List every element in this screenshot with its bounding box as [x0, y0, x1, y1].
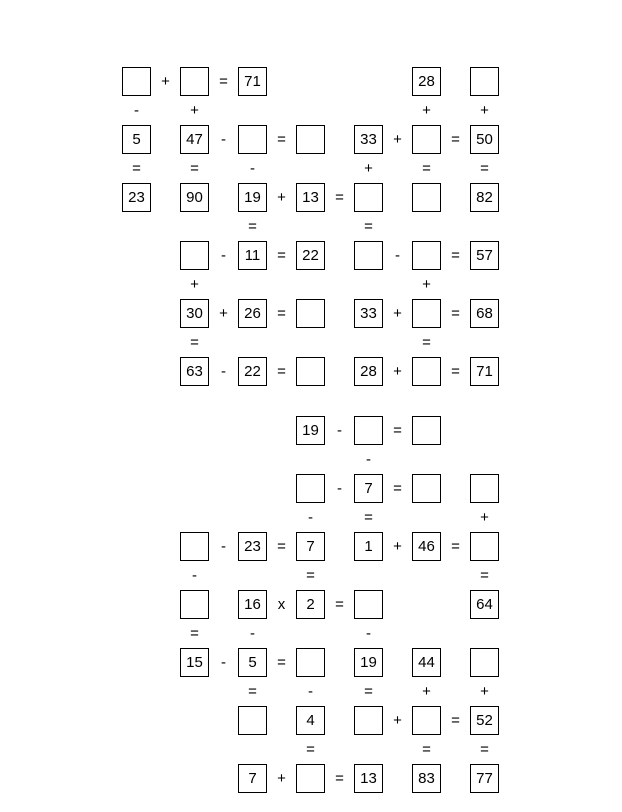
number-cell: 46 — [412, 532, 441, 561]
operator-plus: + — [190, 102, 199, 119]
number-cell: 77 — [470, 764, 499, 793]
number-cell: 5 — [122, 125, 151, 154]
operator-equals: = — [190, 160, 199, 177]
number-cell: 30 — [180, 299, 209, 328]
operator-minus: - — [221, 538, 226, 555]
blank-cell[interactable] — [412, 416, 441, 445]
number-cell: 57 — [470, 241, 499, 270]
operator-minus: - — [250, 160, 255, 177]
operator-plus: + — [393, 305, 402, 322]
number-cell: 64 — [470, 590, 499, 619]
blank-cell[interactable] — [122, 67, 151, 96]
number-cell: 7 — [354, 474, 383, 503]
operator-equals: = — [480, 160, 489, 177]
number-cell: 4 — [296, 706, 325, 735]
blank-cell[interactable] — [180, 532, 209, 561]
operator-equals: = — [190, 625, 199, 642]
operator-equals: = — [219, 73, 228, 90]
operator-minus: - — [308, 509, 313, 526]
operator-plus: + — [219, 305, 228, 322]
operator-plus: + — [422, 683, 431, 700]
operator-equals: = — [277, 654, 286, 671]
operator-times: x — [277, 596, 286, 613]
operator-equals: = — [277, 305, 286, 322]
blank-cell[interactable] — [354, 183, 383, 212]
blank-cell[interactable] — [180, 590, 209, 619]
number-cell: 22 — [238, 357, 267, 386]
operator-equals: = — [451, 538, 460, 555]
operator-minus: - — [366, 451, 371, 468]
operator-equals: = — [364, 683, 373, 700]
blank-cell[interactable] — [296, 648, 325, 677]
operator-equals: = — [277, 538, 286, 555]
operator-equals: = — [335, 770, 344, 787]
number-cell: 26 — [238, 299, 267, 328]
blank-cell[interactable] — [180, 241, 209, 270]
blank-cell[interactable] — [238, 706, 267, 735]
operator-plus: + — [422, 102, 431, 119]
operator-plus: + — [277, 770, 286, 787]
operator-plus: + — [190, 276, 199, 293]
number-cell: 19 — [238, 183, 267, 212]
number-cell: 1 — [354, 532, 383, 561]
number-cell: 13 — [296, 183, 325, 212]
blank-cell[interactable] — [412, 357, 441, 386]
blank-cell[interactable] — [296, 299, 325, 328]
number-cell: 83 — [412, 764, 441, 793]
number-cell: 28 — [412, 67, 441, 96]
number-cell: 16 — [238, 590, 267, 619]
number-cell: 19 — [354, 648, 383, 677]
blank-cell[interactable] — [354, 416, 383, 445]
number-cell: 63 — [180, 357, 209, 386]
number-cell: 33 — [354, 125, 383, 154]
blank-cell[interactable] — [296, 474, 325, 503]
operator-plus: + — [393, 712, 402, 729]
blank-cell[interactable] — [296, 125, 325, 154]
blank-cell[interactable] — [470, 532, 499, 561]
operator-equals: = — [451, 363, 460, 380]
operator-equals: = — [248, 218, 257, 235]
blank-cell[interactable] — [412, 299, 441, 328]
operator-equals: = — [393, 422, 402, 439]
blank-cell[interactable] — [354, 590, 383, 619]
blank-cell[interactable] — [180, 67, 209, 96]
number-cell: 68 — [470, 299, 499, 328]
operator-equals: = — [451, 305, 460, 322]
operator-equals: = — [364, 509, 373, 526]
blank-cell[interactable] — [412, 474, 441, 503]
blank-cell[interactable] — [296, 357, 325, 386]
blank-cell[interactable] — [296, 764, 325, 793]
number-cell: 28 — [354, 357, 383, 386]
operator-plus: + — [364, 160, 373, 177]
blank-cell[interactable] — [412, 125, 441, 154]
number-cell: 52 — [470, 706, 499, 735]
number-cell: 11 — [238, 241, 267, 270]
operator-minus: - — [221, 654, 226, 671]
number-cell: 15 — [180, 648, 209, 677]
operator-equals: = — [277, 363, 286, 380]
operator-equals: = — [422, 741, 431, 758]
blank-cell[interactable] — [470, 648, 499, 677]
operator-minus: - — [308, 683, 313, 700]
blank-cell[interactable] — [470, 67, 499, 96]
operator-equals: = — [364, 218, 373, 235]
blank-cell[interactable] — [354, 241, 383, 270]
number-cell: 71 — [470, 357, 499, 386]
number-cell: 44 — [412, 648, 441, 677]
operator-minus: - — [221, 363, 226, 380]
blank-cell[interactable] — [412, 706, 441, 735]
operator-equals: = — [422, 160, 431, 177]
operator-minus: - — [192, 567, 197, 584]
operator-equals: = — [132, 160, 141, 177]
operator-plus: + — [480, 509, 489, 526]
operator-minus: - — [134, 102, 139, 119]
number-cell: 82 — [470, 183, 499, 212]
number-cell: 50 — [470, 125, 499, 154]
operator-equals: = — [306, 741, 315, 758]
operator-equals: = — [248, 683, 257, 700]
blank-cell[interactable] — [354, 706, 383, 735]
operator-equals: = — [451, 131, 460, 148]
operator-minus: - — [337, 422, 342, 439]
operator-equals: = — [335, 596, 344, 613]
number-cell: 23 — [238, 532, 267, 561]
number-cell: 7 — [296, 532, 325, 561]
blank-cell[interactable] — [412, 183, 441, 212]
number-cell: 47 — [180, 125, 209, 154]
operator-minus: - — [221, 131, 226, 148]
number-cell: 33 — [354, 299, 383, 328]
operator-equals: = — [277, 247, 286, 264]
operator-equals: = — [480, 567, 489, 584]
number-cell: 7 — [238, 764, 267, 793]
operator-minus: - — [337, 480, 342, 497]
operator-plus: + — [480, 683, 489, 700]
blank-cell[interactable] — [238, 125, 267, 154]
operator-plus: + — [161, 73, 170, 90]
operator-plus: + — [393, 538, 402, 555]
operator-minus: - — [366, 625, 371, 642]
blank-cell[interactable] — [412, 241, 441, 270]
number-cell: 2 — [296, 590, 325, 619]
operator-equals: = — [393, 480, 402, 497]
operator-plus: + — [393, 363, 402, 380]
operator-equals: = — [277, 131, 286, 148]
operator-equals: = — [335, 189, 344, 206]
number-cell: 13 — [354, 764, 383, 793]
number-cell: 90 — [180, 183, 209, 212]
number-cell: 19 — [296, 416, 325, 445]
operator-equals: = — [451, 712, 460, 729]
number-cell: 71 — [238, 67, 267, 96]
number-cell: 22 — [296, 241, 325, 270]
operator-minus: - — [395, 247, 400, 264]
operator-equals: = — [422, 334, 431, 351]
number-cell: 23 — [122, 183, 151, 212]
operator-minus: - — [221, 247, 226, 264]
operator-plus: + — [422, 276, 431, 293]
operator-equals: = — [306, 567, 315, 584]
operator-plus: + — [393, 131, 402, 148]
operator-plus: + — [277, 189, 286, 206]
operator-plus: + — [480, 102, 489, 119]
operator-equals: = — [451, 247, 460, 264]
operator-equals: = — [190, 334, 199, 351]
number-cell: 5 — [238, 648, 267, 677]
operator-equals: = — [480, 741, 489, 758]
blank-cell[interactable] — [470, 474, 499, 503]
operator-minus: - — [250, 625, 255, 642]
